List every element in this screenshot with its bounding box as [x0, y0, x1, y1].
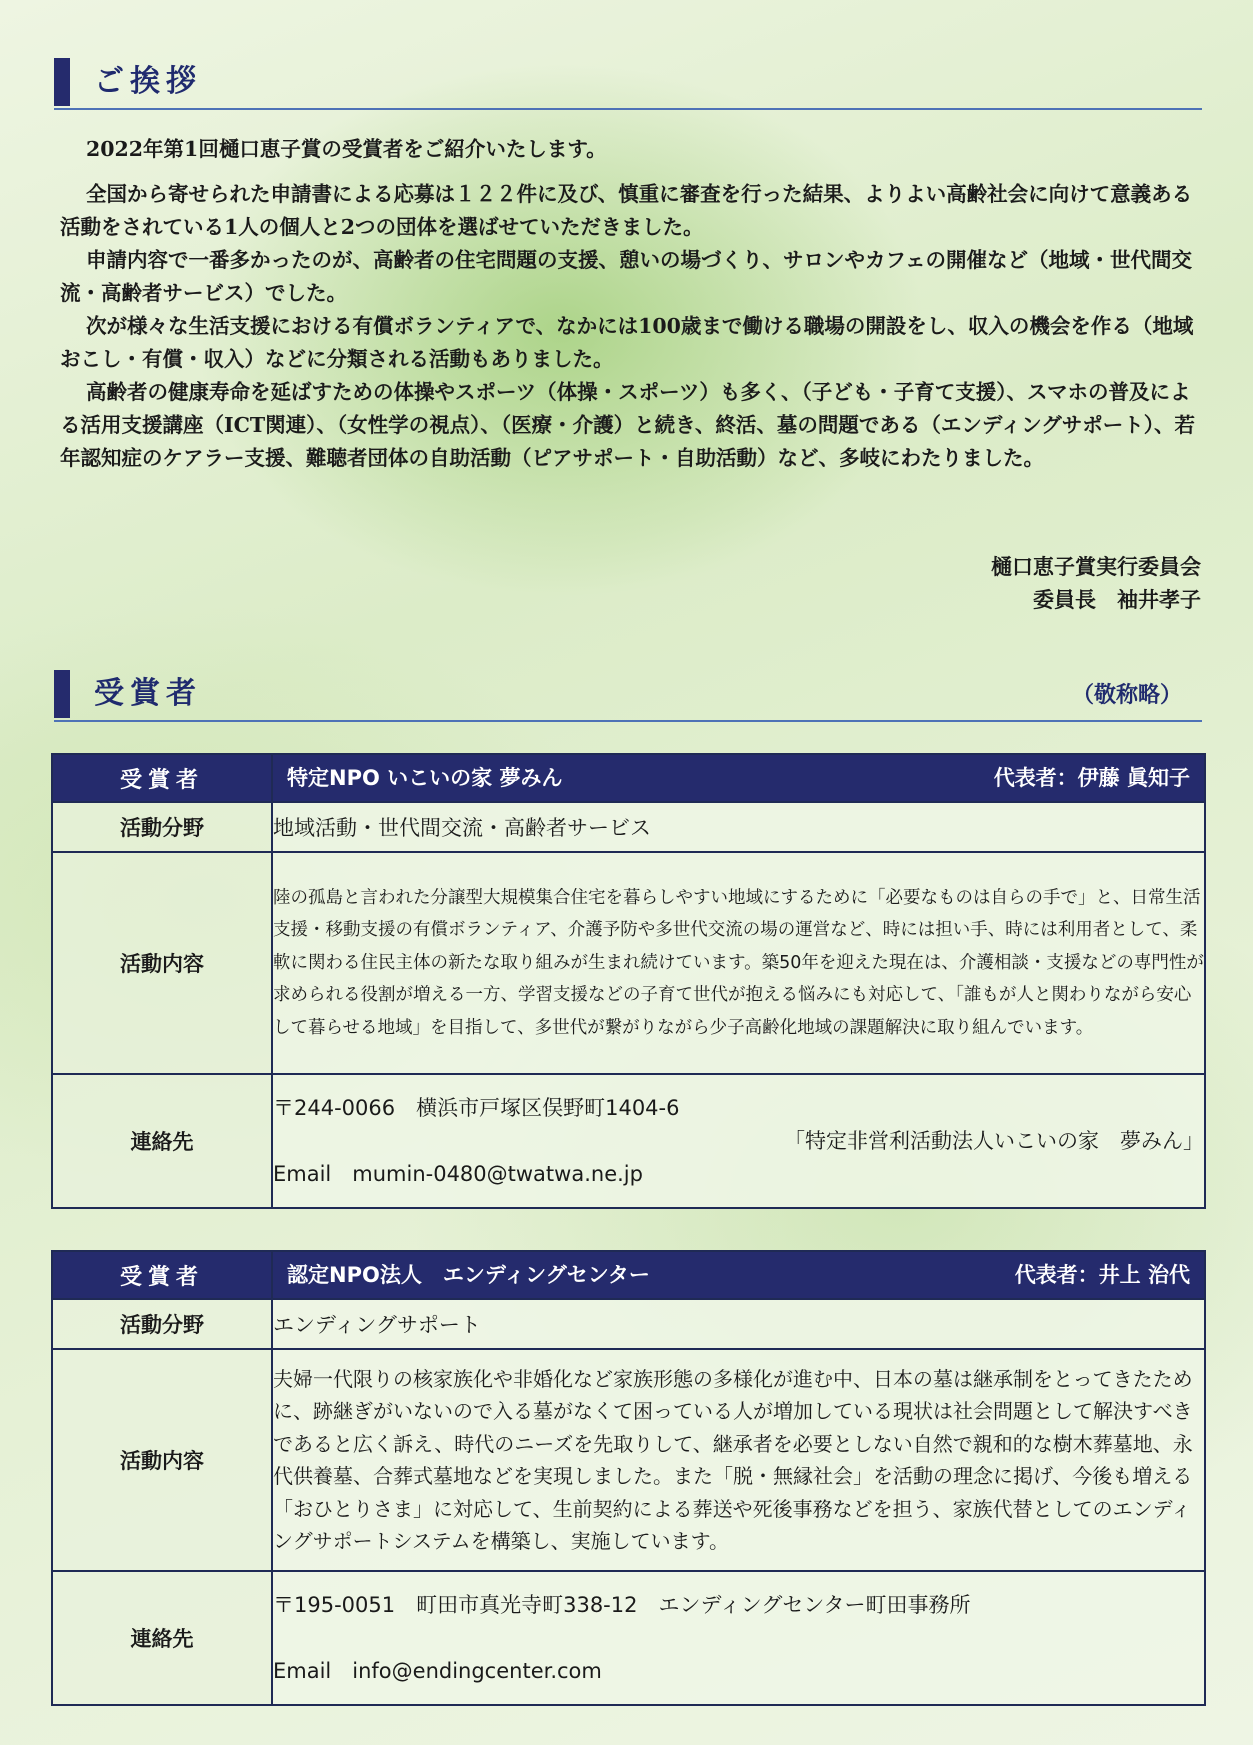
signature [991, 550, 1201, 616]
content-value: 夫婦一代限りの核家族化や非婚化など家族形態の多様化が進む中、日本の墓は継承制をとってきたために、跡継ぎがいないので入る墓がなくて困っている人が増加している現状は社会問題として解決すべきであると広く訴え、時代のニーズを先取りして、継承者を必要としない自然で親和的な樹木葬墓地、永代供養墓、合葬式墓地などを実現しました。また「脱・無縁社会」を活動の理念に掲げ、今後も増える「おひとりさま」に対応して、生前契約による葬送や死後事務などを担う、家族代替としてのエンディングサポートシステムを構築し、実施しています。 [272, 1349, 1205, 1571]
greeting-paragraph: 申請内容で一番多かったのが、高齢者の住宅問題の支援、憩いの場づくり、サロンやカフェの開催など（地域・世代間交流・高齢者サービス）でした。 [60, 248, 1192, 305]
greeting-paragraph: 次が様々な生活支援における有償ボランティアで、なかには100歳まで働ける職場の開設をし、収入の機会を作る（地域おこし・有償・収入）などに分類される活動もありました。 [60, 314, 1194, 371]
contact-row [52, 1074, 1205, 1208]
awardees-header [54, 668, 1202, 722]
contact-address: 〒195-0051 町田市真光寺町338-12 エンディングセンター町田事務所 [273, 1592, 971, 1617]
content-row [52, 852, 1205, 1074]
field-row [52, 1299, 1205, 1349]
awardee-header-row [52, 754, 1205, 802]
content-row [52, 1349, 1205, 1571]
contact-label: 連絡先 [52, 1074, 272, 1208]
contact-row [52, 1571, 1205, 1705]
field-value: 地域活動・世代間交流・高齢者サービス [272, 802, 1205, 852]
header-accent-bar [54, 670, 70, 718]
field-value: エンディングサポート [272, 1299, 1205, 1349]
content-label: 活動内容 [52, 1349, 272, 1571]
awardee-label: 受賞者 [52, 1251, 272, 1299]
awardee-org-name: 特定NPO いこいの家 夢みん [287, 766, 563, 790]
awardee-header-row [52, 1251, 1205, 1299]
contact-label: 連絡先 [52, 1571, 272, 1705]
greeting-paragraph: 全国から寄せられた申請書による応募は１２２件に及び、慎重に審査を行った結果、よりよい高齢社会に向けて意義ある活動をされている1人の個人と2つの団体を選ばせていただきました。 [60, 182, 1193, 239]
greeting-title: ご挨拶 [94, 64, 202, 99]
contact-address: 〒244-0066 横浜市戸塚区俣野町1404-6 [273, 1095, 680, 1120]
awardee-org-cell [272, 754, 1205, 802]
header-accent-bar [54, 58, 70, 106]
awardee-org-cell [272, 1251, 1205, 1299]
honorific-note: （敬称略） [1071, 683, 1182, 708]
greeting-body [60, 133, 1200, 475]
awardee-table-2 [51, 1250, 1206, 1706]
awardee-table-1 [51, 753, 1206, 1209]
field-label: 活動分野 [52, 802, 272, 852]
contact-org-full: 「特定非営利活動法人いこいの家 夢みん」 [784, 1128, 1204, 1153]
field-label: 活動分野 [52, 1299, 272, 1349]
contact-email[interactable]: Email info@endingcenter.com [273, 1658, 602, 1683]
awardee-org-name: 認定NPO法人 エンディングセンター [287, 1263, 650, 1287]
content-label: 活動内容 [52, 852, 272, 1074]
content-value: 陸の孤島と言われた分譲型大規模集合住宅を暮らしやすい地域にするために「必要なものは自らの手で」と、日常生活支援・移動支援の有償ボランティア、介護予防や多世代交流の場の運営など、時には担い手、時には利用者として、柔軟に関わる住民主体の新たな取り組みが生まれ続けています。築50年を迎えた現在は、介護相談・支援などの専門性が求められる役割が増える一方、学習支援などの子育て世代が抱える悩みにも対応して、「誰もが人と関わりながら安心して暮らせる地域」を目指して、多世代が繋がりながら少子高齢化地域の課題解決に取り組んでいます。 [272, 852, 1205, 1074]
signature-name: 委員長 袖井孝子 [1033, 587, 1201, 612]
field-row [52, 802, 1205, 852]
greeting-header [54, 56, 1202, 110]
contact-value [272, 1074, 1205, 1208]
contact-email[interactable]: Email mumin-0480@twatwa.ne.jp [273, 1161, 643, 1186]
contact-value [272, 1571, 1205, 1705]
awardee-representative: 代表者：伊藤 眞知子 [993, 766, 1190, 790]
greeting-paragraph: 高齢者の健康寿命を延ばすための体操やスポーツ（体操・スポーツ）も多く、（子ども・子育て支援）、スマホの普及による活用支援講座（ICT関連）、（女性学の視点）、（医療・介護）と続き、終活、墓の問題である（エンディングサポート）、若年認知症のケアラー支援、難聴者団体の自助活動（ピアサポート・自助活動）など、多岐にわたりました。 [60, 380, 1196, 470]
greeting-paragraph: 2022年第1回樋口恵子賞の受賞者をご紹介いたします。 [86, 137, 607, 161]
awardee-representative: 代表者：井上 治代 [1014, 1263, 1190, 1287]
awardees-title: 受賞者 [94, 676, 202, 711]
awardee-label: 受賞者 [52, 754, 272, 802]
signature-org: 樋口恵子賞実行委員会 [991, 554, 1201, 579]
